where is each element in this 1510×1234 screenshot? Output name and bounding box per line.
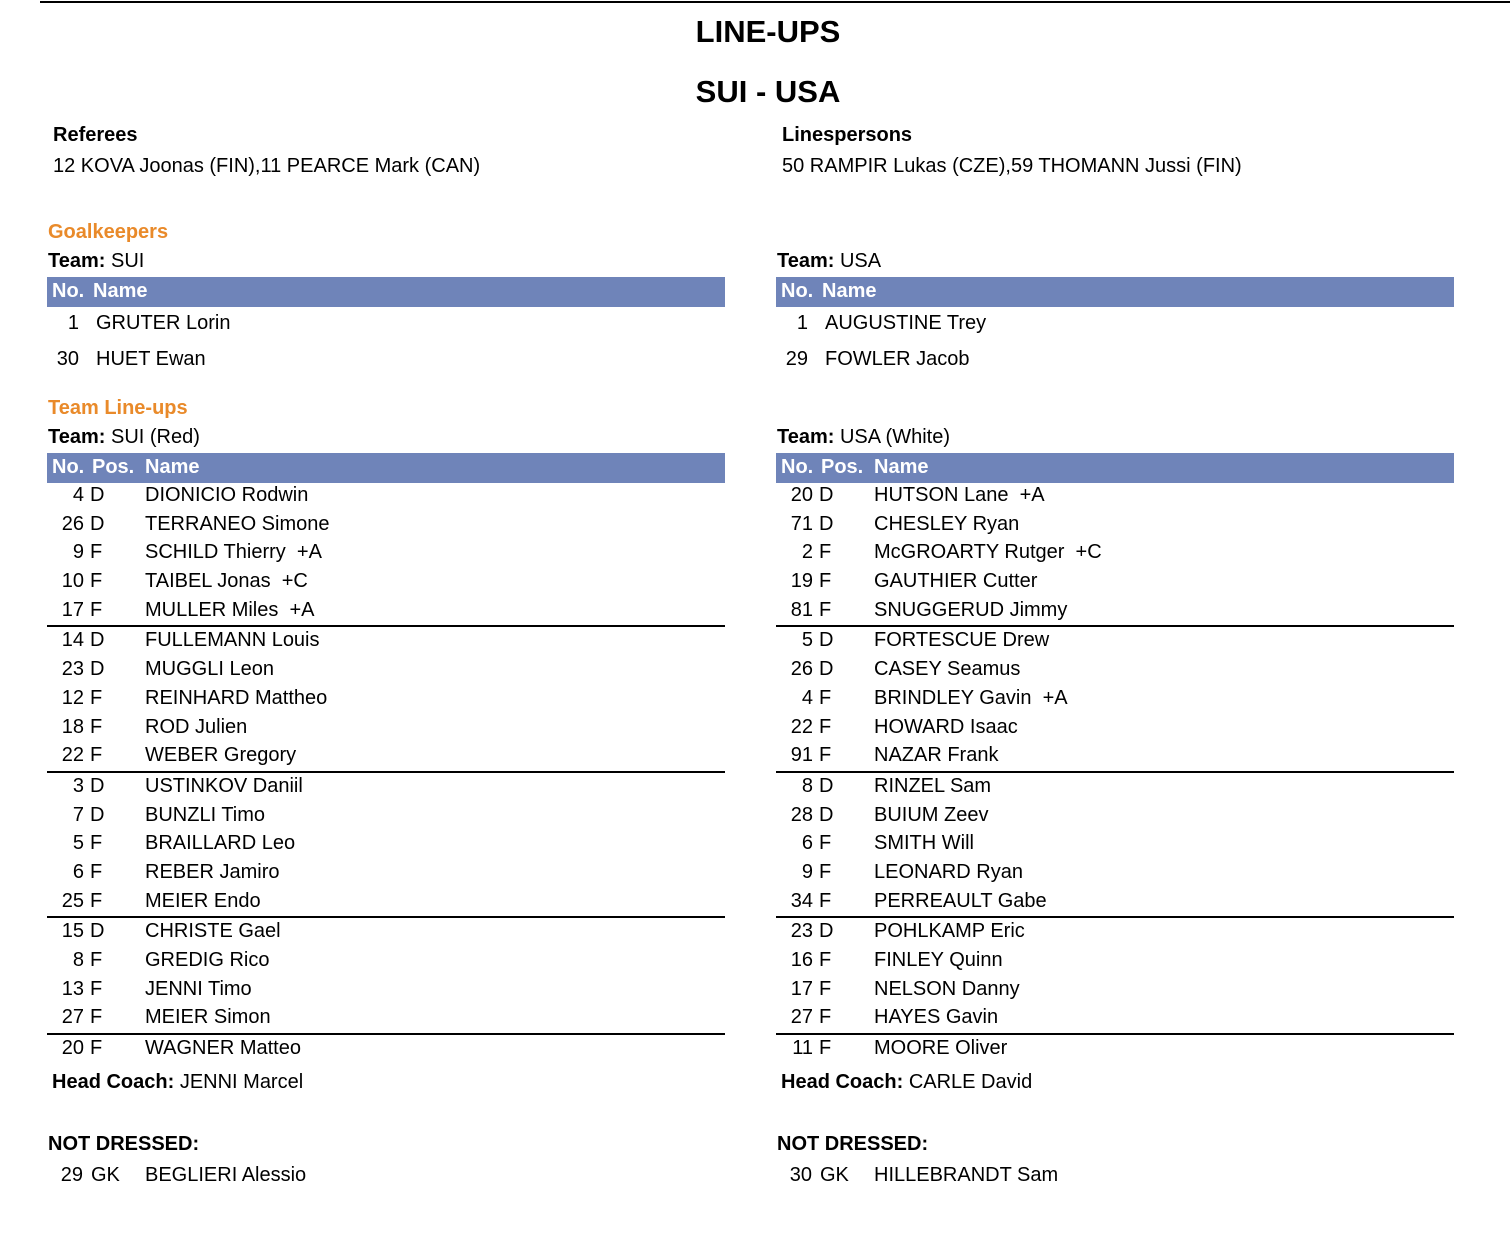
lineup-team-line — [48, 426, 200, 449]
player-name: BRINDLEY Gavin +A — [874, 686, 1068, 709]
player-position: F — [90, 686, 103, 709]
player-row — [776, 656, 1454, 685]
page-title: LINE-UPS — [695, 14, 841, 49]
player-number: 19 — [790, 570, 813, 593]
player-position: F — [819, 598, 832, 621]
player-position: F — [819, 860, 832, 883]
player-row — [776, 685, 1454, 714]
col-name-header: Name — [874, 456, 929, 478]
player-name: WEBER Gregory — [145, 744, 297, 767]
player-name: TAIBEL Jonas +C — [145, 570, 308, 593]
player-row — [776, 568, 1454, 597]
player-row — [47, 859, 725, 888]
player-row — [776, 802, 1454, 831]
player-row — [776, 947, 1454, 976]
player-number: 18 — [61, 715, 84, 738]
player-row — [47, 511, 725, 540]
player-name: JENNI Timo — [145, 977, 252, 1000]
player-position: F — [819, 832, 832, 855]
lineup-team-name: SUI (Red) — [110, 426, 200, 448]
player-name: FULLEMANN Louis — [145, 629, 320, 652]
goalkeeper-row — [47, 348, 725, 378]
goalkeeper-row — [776, 348, 1454, 378]
gk-team-name: SUI — [110, 250, 145, 272]
player-name: SCHILD Thierry +A — [145, 541, 322, 564]
team-label: Team: — [48, 426, 106, 448]
player-number: 91 — [790, 744, 813, 767]
player-row — [47, 1004, 725, 1033]
player-number: 22 — [790, 715, 813, 738]
player-number: 29 — [785, 348, 808, 370]
player-number: 20 — [790, 484, 813, 506]
gk-team-name: USA — [839, 250, 882, 272]
line-group — [47, 918, 725, 1035]
player-name: PERREAULT Gabe — [874, 889, 1047, 912]
player-number: 6 — [801, 832, 813, 855]
lineup-table-header — [776, 453, 1454, 483]
player-row — [47, 888, 725, 917]
player-name: LEONARD Ryan — [874, 860, 1023, 883]
goalkeepers-table-header — [776, 277, 1454, 307]
player-name: GREDIG Rico — [145, 949, 270, 971]
player-row — [776, 539, 1454, 568]
player-number: 30 — [56, 348, 79, 370]
player-name: MUGGLI Leon — [145, 658, 274, 681]
player-position: F — [819, 570, 832, 593]
player-number: 22 — [61, 744, 84, 767]
player-position: D — [819, 803, 834, 826]
player-position: F — [819, 744, 832, 767]
col-no-header: No. — [52, 456, 85, 478]
player-name: REINHARD Mattheo — [145, 686, 328, 709]
player-position: F — [90, 832, 103, 855]
player-number: 8 — [72, 949, 84, 971]
player-name: MOORE Oliver — [874, 1037, 1008, 1060]
player-name: USTINKOV Daniil — [145, 774, 303, 797]
player-name: FOWLER Jacob — [825, 348, 970, 370]
player-position: D — [819, 512, 834, 535]
linespersons-list: 50 RAMPIR Lukas (CZE),59 THOMANN Jussi (FIN) — [782, 155, 1242, 177]
lineup-table — [776, 482, 1454, 1064]
player-number: 17 — [61, 598, 84, 621]
player-name: TERRANEO Simone — [145, 512, 330, 535]
player-position: D — [90, 803, 105, 826]
player-number: 13 — [61, 977, 84, 1000]
player-row — [47, 627, 725, 656]
player-row — [47, 714, 725, 743]
player-number: 11 — [792, 1037, 813, 1060]
player-name: HUET Ewan — [96, 348, 206, 370]
linespersons-label: Linespersons — [782, 124, 913, 146]
player-row — [776, 1004, 1454, 1033]
player-row — [47, 742, 725, 771]
player-position: F — [819, 715, 832, 738]
col-no-header: No. — [781, 280, 814, 302]
goalkeeper-row — [47, 312, 725, 342]
player-position: D — [90, 920, 105, 943]
player-number: 8 — [801, 774, 813, 797]
col-no-header: No. — [52, 280, 85, 302]
player-row — [776, 773, 1454, 802]
player-position: F — [819, 1037, 832, 1060]
player-position: F — [90, 570, 103, 593]
player-position: D — [819, 629, 834, 652]
player-number: 6 — [72, 860, 84, 883]
player-row — [47, 656, 725, 685]
player-number: 23 — [61, 658, 84, 681]
head-coach-name: CARLE David — [908, 1071, 1033, 1093]
player-row — [776, 627, 1454, 656]
player-name: REBER Jamiro — [145, 860, 280, 883]
player-position: D — [90, 629, 105, 652]
player-name: AUGUSTINE Trey — [825, 312, 987, 334]
player-name: BEGLIERI Alessio — [145, 1164, 307, 1186]
player-name: FORTESCUE Drew — [874, 629, 1050, 652]
player-name: GAUTHIER Cutter — [874, 570, 1038, 593]
player-number: 4 — [801, 686, 813, 709]
player-name: POHLKAMP Eric — [874, 920, 1025, 943]
player-number: 17 — [790, 977, 813, 1000]
player-position: D — [819, 484, 834, 506]
lineup-team-name: USA (White) — [839, 426, 951, 448]
player-name: McGROARTY Rutger +C — [874, 541, 1102, 564]
player-position: D — [819, 920, 834, 943]
player-position: D — [90, 512, 105, 535]
player-row — [47, 830, 725, 859]
referees-list: 12 KOVA Joonas (FIN),11 PEARCE Mark (CAN) — [53, 155, 481, 177]
player-row — [776, 714, 1454, 743]
referees-label: Referees — [53, 124, 138, 146]
player-row — [776, 511, 1454, 540]
line-group — [776, 773, 1454, 918]
player-position: GK — [820, 1164, 849, 1186]
player-number: 20 — [61, 1037, 84, 1060]
player-name: SMITH Will — [874, 832, 974, 855]
line-group — [776, 482, 1454, 627]
player-position: F — [819, 949, 832, 971]
player-number: 1 — [67, 312, 79, 334]
player-position: F — [90, 977, 103, 1000]
player-row — [776, 597, 1454, 626]
player-position: F — [90, 1006, 103, 1029]
goalkeeper-row — [776, 312, 1454, 342]
player-name: BRAILLARD Leo — [145, 832, 296, 855]
player-name: BUNZLI Timo — [145, 803, 266, 826]
player-position: D — [819, 658, 834, 681]
player-number: 9 — [72, 541, 84, 564]
col-no-header: No. — [781, 456, 814, 478]
player-row — [47, 597, 725, 626]
player-row — [47, 918, 725, 947]
player-name: CASEY Seamus — [874, 658, 1021, 681]
player-number: 5 — [801, 629, 813, 652]
line-group — [776, 627, 1454, 772]
gk-team-line — [777, 250, 881, 273]
head-coach-label: Head Coach: — [52, 1071, 175, 1093]
player-position: F — [819, 686, 832, 709]
player-number: 71 — [790, 512, 813, 535]
head-coach — [52, 1071, 303, 1094]
player-number: 16 — [790, 949, 813, 971]
player-row — [776, 742, 1454, 771]
player-name: MULLER Miles +A — [145, 598, 315, 621]
player-name: NAZAR Frank — [874, 744, 999, 767]
player-position: F — [90, 949, 103, 971]
player-position: F — [90, 889, 103, 912]
player-number: 2 — [801, 541, 813, 564]
player-number: 28 — [790, 803, 813, 826]
player-row — [47, 1035, 725, 1064]
player-number: 3 — [72, 774, 84, 797]
line-group — [47, 1035, 725, 1064]
player-position: F — [90, 715, 103, 738]
player-position: F — [819, 541, 832, 564]
player-number: 81 — [790, 598, 813, 621]
not-dressed-label: NOT DRESSED: — [777, 1133, 929, 1155]
line-group — [47, 482, 725, 627]
player-position: D — [90, 484, 105, 506]
player-row — [776, 1035, 1454, 1064]
player-position: F — [90, 860, 103, 883]
player-row — [47, 568, 725, 597]
line-group — [776, 1035, 1454, 1064]
player-name: HOWARD Isaac — [874, 715, 1018, 738]
player-number: 26 — [61, 512, 84, 535]
col-pos-header: Pos. — [821, 456, 864, 478]
player-position: F — [819, 1006, 832, 1029]
player-number: 5 — [72, 832, 84, 855]
top-rule — [40, 1, 1510, 3]
head-coach — [781, 1071, 1032, 1094]
player-row — [47, 685, 725, 714]
player-name: RINZEL Sam — [874, 774, 992, 797]
player-number: 27 — [790, 1006, 813, 1029]
player-name: DIONICIO Rodwin — [145, 484, 309, 506]
player-position: D — [819, 774, 834, 797]
player-name: MEIER Simon — [145, 1006, 271, 1029]
goalkeepers-heading: Goalkeepers — [48, 221, 169, 243]
player-position: D — [90, 774, 105, 797]
line-group — [776, 918, 1454, 1035]
player-name: HUTSON Lane +A — [874, 484, 1045, 506]
player-position: GK — [91, 1164, 120, 1186]
player-position: F — [90, 598, 103, 621]
player-name: HAYES Gavin — [874, 1006, 999, 1029]
player-row — [47, 539, 725, 568]
line-group — [47, 627, 725, 772]
player-row — [47, 976, 725, 1005]
player-position: F — [90, 1037, 103, 1060]
not-dressed-label: NOT DRESSED: — [48, 1133, 200, 1155]
player-name: ROD Julien — [145, 715, 248, 738]
player-number: 1 — [796, 312, 808, 334]
team-label: Team: — [48, 250, 106, 272]
player-name: CHESLEY Ryan — [874, 512, 1020, 535]
player-row — [776, 859, 1454, 888]
player-number: 26 — [790, 658, 813, 681]
player-position: F — [90, 744, 103, 767]
goalkeepers-table-header — [47, 277, 725, 307]
player-name: MEIER Endo — [145, 889, 261, 912]
player-name: NELSON Danny — [874, 977, 1020, 1000]
player-row — [776, 888, 1454, 917]
player-row — [47, 482, 725, 511]
player-number: 12 — [61, 686, 84, 709]
player-row — [47, 773, 725, 802]
player-number: 15 — [61, 920, 84, 943]
lineup-table-header — [47, 453, 725, 483]
not-dressed-row — [47, 1162, 725, 1191]
head-coach-label: Head Coach: — [781, 1071, 904, 1093]
lineups-heading: Team Line-ups — [48, 397, 188, 419]
match-title: SUI - USA — [695, 74, 841, 109]
player-row — [776, 976, 1454, 1005]
head-coach-name: JENNI Marcel — [179, 1071, 304, 1093]
col-name-header: Name — [822, 280, 877, 302]
player-number: 14 — [61, 629, 84, 652]
player-number: 4 — [72, 484, 84, 506]
lineup-team-line — [777, 426, 950, 449]
col-name-header: Name — [145, 456, 200, 478]
player-name: SNUGGERUD Jimmy — [874, 598, 1068, 621]
player-number: 34 — [790, 889, 813, 912]
not-dressed-row — [776, 1162, 1454, 1191]
player-number: 23 — [790, 920, 813, 943]
line-group — [47, 773, 725, 918]
player-name: FINLEY Quinn — [874, 949, 1003, 971]
player-row — [776, 918, 1454, 947]
player-number: 30 — [789, 1164, 812, 1186]
player-row — [776, 482, 1454, 511]
player-row — [47, 947, 725, 976]
col-pos-header: Pos. — [92, 456, 135, 478]
player-number: 25 — [61, 889, 84, 912]
player-number: 7 — [72, 803, 84, 826]
player-name: GRUTER Lorin — [96, 312, 231, 334]
player-name: WAGNER Matteo — [145, 1037, 301, 1060]
lineup-table — [47, 482, 725, 1064]
player-position: D — [90, 658, 105, 681]
team-label: Team: — [777, 250, 835, 272]
player-number: 9 — [801, 860, 813, 883]
player-number: 10 — [61, 570, 84, 593]
player-row — [47, 802, 725, 831]
player-position: F — [819, 977, 832, 1000]
team-label: Team: — [777, 426, 835, 448]
player-position: F — [90, 541, 103, 564]
gk-team-line — [48, 250, 144, 273]
player-row — [776, 830, 1454, 859]
player-number: 29 — [60, 1164, 83, 1186]
player-number: 27 — [61, 1006, 84, 1029]
player-name: BUIUM Zeev — [874, 803, 989, 826]
col-name-header: Name — [93, 280, 148, 302]
player-position: F — [819, 889, 832, 912]
player-name: HILLEBRANDT Sam — [874, 1164, 1059, 1186]
player-name: CHRISTE Gael — [145, 920, 281, 943]
